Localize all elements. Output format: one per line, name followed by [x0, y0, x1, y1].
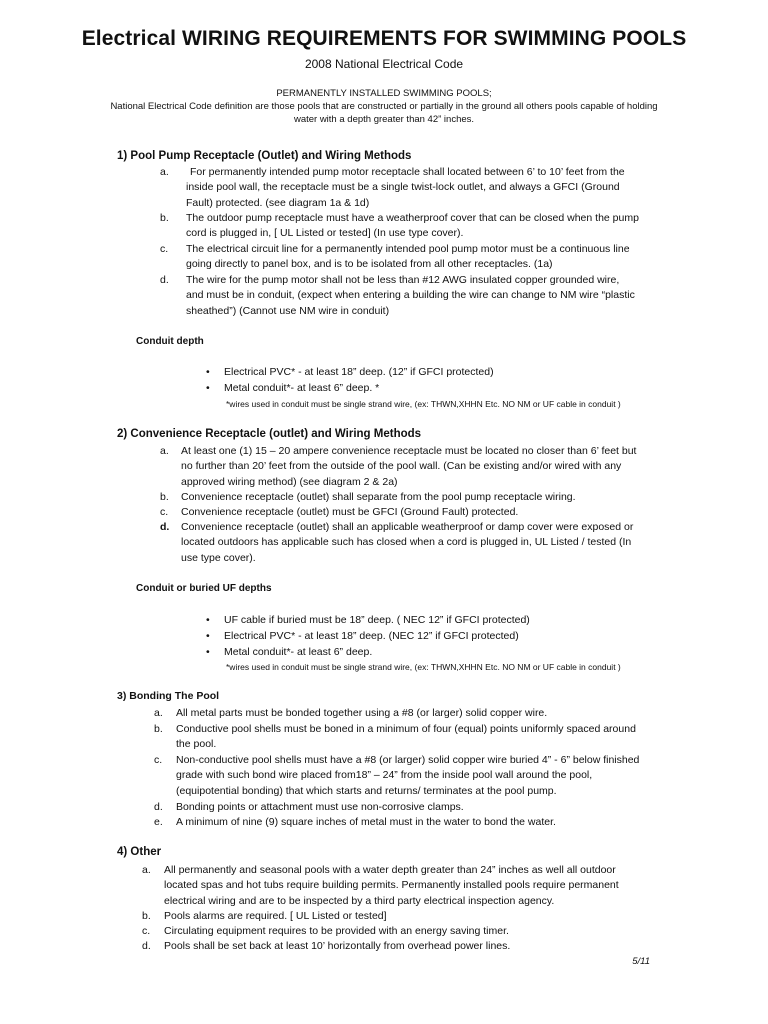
page-subtitle: 2008 National Electrical Code [304, 57, 464, 71]
conduit-note: *wires used in conduit must be single strand wire, (ex: THWN,XHHN Etc. NO NM or UF cable in conduit ) [226, 662, 621, 672]
bullet-text: UF cable if buried must be 18” deep. ( NEC 12” if GFCI protected) [224, 614, 530, 626]
item-letter: c. [142, 925, 151, 937]
item-letter: c. [160, 243, 169, 255]
bullet-text: Metal conduit*- at least 6” deep. * [224, 382, 380, 394]
bullet-item [206, 629, 519, 644]
bullet-item [206, 613, 530, 628]
intro-line: PERMANENTLY INSTALLED SWIMMING POOLS; [276, 88, 492, 99]
bullet-icon: • [206, 382, 210, 394]
item-line: Convenience receptacle (outlet) shall separate from the pool pump receptacle wiring. [181, 491, 576, 503]
bullet-item [206, 645, 372, 660]
item-line: The electrical circuit line for a permanently intended pool pump motor must be a continuous line [186, 243, 630, 255]
item-line: inside pool wall, the receptacle must be a single twist-lock outlet, and always a GFCI (Ground [186, 181, 620, 194]
bullet-text: Electrical PVC* - at least 18” deep. (NEC 12” if GFCI protected) [224, 630, 519, 642]
item-letter: c. [154, 754, 163, 766]
item-line: Circulating equipment requires to be provided with an energy saving timer. [164, 925, 509, 937]
item-line: use type cover). [181, 551, 256, 564]
item-line: Conductive pool shells must be boned in a minimum of four (equal) points uniformly spaced around [176, 723, 636, 735]
conduit-depth-heading: Conduit depth [136, 336, 204, 347]
item-line: no further than 20’ feet from the outside of the pool wall. (Can be existing and/or wired with any [181, 460, 622, 473]
bullet-icon: • [206, 646, 210, 658]
item-line: Bonding points or attachment must use non-corrosive clamps. [176, 801, 464, 813]
item-letter: b. [142, 910, 151, 922]
item-line: sheathed”) (Cannot use NM wire in conduit) [186, 304, 390, 317]
bullet-text: Electrical PVC* - at least 18” deep. (12” if GFCI protected) [224, 366, 494, 378]
item-line: Fault) protected. (see diagram 1a & 1d) [186, 196, 370, 209]
intro-line: National Electrical Code definition are those pools that are constructed or partially in the ground all others pools capable of holding [110, 101, 658, 112]
page-title: Electrical WIRING REQUIREMENTS FOR SWIMMING POOLS [81, 27, 687, 50]
item-line: going directly to panel box, and is to be isolated from all other receptacles. (1a) [186, 258, 553, 271]
item-line: All permanently and seasonal pools with a water depth greater than 24” inches as well all outdoor [164, 864, 616, 876]
item-letter: b. [154, 723, 163, 735]
item-letter: c. [160, 506, 169, 518]
item-line: Convenience receptacle (outlet) shall an applicable weatherproof or damp cover were exposed or [181, 521, 634, 533]
bullet-icon: • [206, 630, 210, 642]
intro-line: water with a depth greater than 42” inches. [293, 114, 475, 125]
item-line: approved wiring method) (see diagram 2 & 2a) [181, 475, 398, 488]
item-letter: d. [142, 940, 151, 952]
item-line: Pools alarms are required. [ UL Listed or tested] [164, 910, 387, 922]
bullet-item [206, 381, 379, 396]
item-line: located outdoors has applicable such has closed when a cord is plugged in, UL Listed / tested (In [181, 536, 632, 549]
item-line: A minimum of nine (9) square inches of metal must in the water to bond the water. [176, 816, 556, 828]
item-letter: a. [160, 445, 169, 457]
item-line: For permanently intended pump motor receptacle shall located between 6’ to 10’ feet from the [190, 166, 625, 178]
item-letter: d. [154, 801, 163, 813]
item-line: electrical wiring and are to be inspected by a third party electrical inspection agency. [164, 894, 555, 907]
item-line: The outdoor pump receptacle must have a weatherproof cover that can be closed when the pump [186, 212, 639, 224]
item-letter: a. [142, 864, 151, 876]
item-letter: d. [160, 521, 170, 533]
page-number: 5/11 [632, 956, 650, 967]
item-line: Non-conductive pool shells must have a #8 (or larger) solid copper wire buried 4” - 6” below finished [176, 754, 640, 766]
item-letter: b. [160, 491, 169, 503]
intro-paragraph [80, 87, 688, 126]
item-letter: d. [160, 274, 169, 286]
uf-depths-heading: Conduit or buried UF depths [136, 583, 272, 594]
section-4-heading: 4) Other [117, 846, 162, 858]
item-line: (equipotential bonding) that which starts and returns/ terminates at the pool pump. [176, 784, 557, 797]
item-letter: a. [154, 707, 163, 719]
item-line: Pools shall be set back at least 10’ horizontally from overhead power lines. [164, 940, 511, 952]
item-line: the pool. [176, 738, 217, 751]
item-line: The wire for the pump motor shall not be less than #12 AWG insulated copper grounded wire, [186, 274, 620, 286]
item-letter: b. [160, 212, 169, 224]
item-line: cord is plugged in, [ UL Listed or tested] (In use type cover). [186, 227, 464, 240]
section-2-heading: 2) Convenience Receptacle (outlet) and Wiring Methods [117, 428, 422, 440]
item-line: located spas and hot tubs require building permits. Permanently installed pools require permanent [164, 879, 619, 892]
item-letter: e. [154, 816, 163, 828]
item-line: and must be in conduit, (expect when entering a building the wire can change to NM wire “plastic [186, 289, 635, 302]
bullet-icon: • [206, 614, 210, 626]
bullet-icon: • [206, 366, 210, 378]
bullet-item [206, 365, 494, 380]
item-line: At least one (1) 15 – 20 ampere convenience receptacle must be located no closer than 6’ feet but [181, 445, 637, 457]
section-1-heading: 1) Pool Pump Receptacle (Outlet) and Wiring Methods [117, 150, 412, 162]
section-3-heading: 3) Bonding The Pool [117, 690, 220, 702]
item-letter: a. [160, 166, 169, 178]
conduit-note: *wires used in conduit must be single strand wire, (ex: THWN,XHHN Etc. NO NM or UF cable in conduit ) [226, 399, 621, 409]
item-line: All metal parts must be bonded together using a #8 (or larger) solid copper wire. [176, 707, 548, 719]
bullet-text: Metal conduit*- at least 6” deep. [224, 646, 373, 658]
item-line: Convenience receptacle (outlet) must be GFCI (Ground Fault) protected. [181, 506, 519, 518]
item-line: grade with such bond wire placed from18” – 24” from the inside pool wall around the pool, [176, 769, 593, 782]
